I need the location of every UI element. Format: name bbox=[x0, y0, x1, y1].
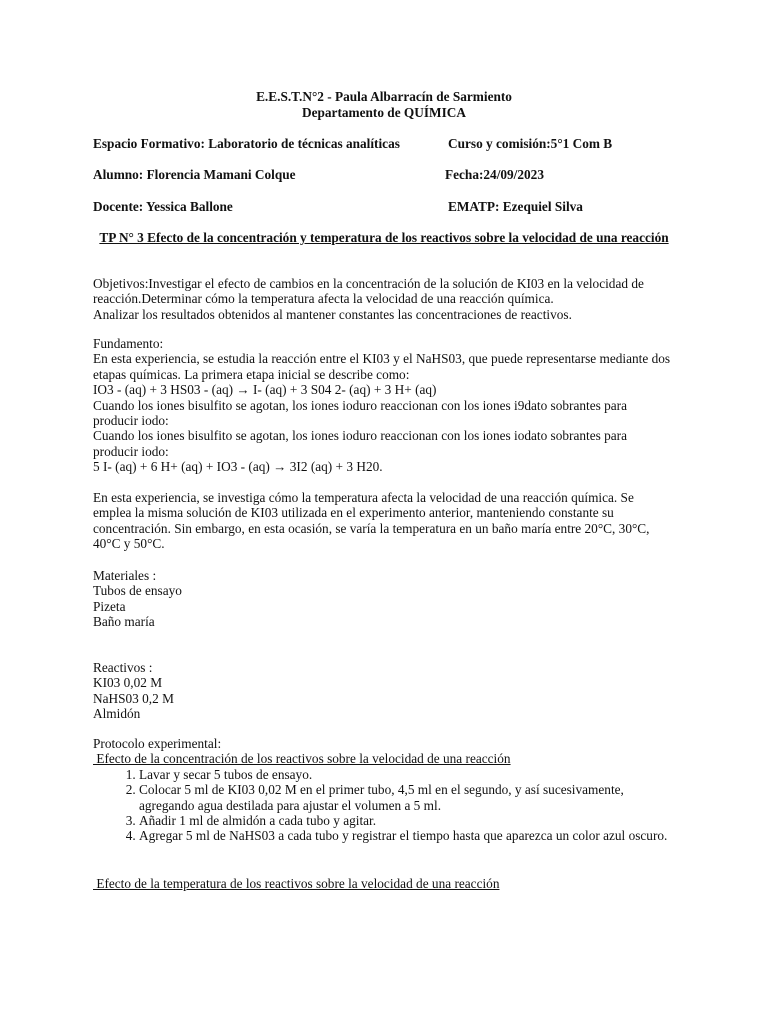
reactivos-item: KI03 0,02 M bbox=[93, 675, 163, 691]
protocolo-section bbox=[93, 736, 675, 844]
school-name: E.E.S.T.N°2 - Paula Albarracín de Sarmiento bbox=[256, 89, 512, 104]
reactivos-item: Almidón bbox=[93, 706, 141, 722]
fundamento-section bbox=[93, 336, 675, 475]
materiales-section bbox=[93, 568, 675, 630]
reactivos-heading: Reactivos : bbox=[93, 660, 153, 675]
reaction-equation-1: IO3 - (aq) + 3 HS03 - (aq) → I- (aq) + 3 S04 2- (aq) + 3 H+ (aq) bbox=[93, 382, 437, 398]
docente: Docente: Yessica Ballone bbox=[93, 199, 233, 214]
alumno: Alumno: Florencia Mamani Colque bbox=[93, 167, 296, 182]
protocolo-steps bbox=[93, 767, 675, 844]
espacio-formativo: Espacio Formativo: Laboratorio de técnicas analíticas bbox=[93, 136, 400, 151]
ematp: EMATP: Ezequiel Silva bbox=[448, 199, 583, 214]
materiales-item: Tubos de ensayo bbox=[93, 583, 182, 599]
fundamento-line: Cuando los iones bisulfito se agotan, los iones ioduro reaccionan con los iones i9dato sobrantes para producir iodo: bbox=[93, 397, 627, 429]
reactivos-item: NaHS03 0,2 M bbox=[93, 690, 174, 706]
temperatura-paragraph: En esta experiencia, se investiga cómo la temperatura afecta la velocidad de una reacción química. Se emplea la misma solución de KI03 utilizada en el experimento anterior, manteniendo constante su concentración. Sin embargo, en esta ocasión, se varía la temperatura en un baño maría entre 20°C, 30°C, 40°C y 50°C. bbox=[93, 490, 650, 552]
materiales-item: Pizeta bbox=[93, 598, 126, 614]
objetivos-text: Objetivos:Investigar el efecto de cambios en la concentración de la solución de KI03 en la velocidad de reacción.Determinar cómo la temperatura afecta la velocidad de una reacción química. bbox=[93, 276, 644, 307]
protocolo-step: 1. Lavar y secar 5 tubos de ensayo. bbox=[139, 767, 675, 782]
protocolo-heading: Protocolo experimental: bbox=[93, 736, 222, 751]
fundamento-heading: Fundamento: bbox=[93, 336, 164, 351]
fundamento-line: En esta experiencia, se estudia la reacción entre el KI03 y el NaHS03, que puede representarse mediante dos etapas químicas. La primera etapa inicial se describe como: bbox=[93, 351, 671, 382]
fecha: Fecha:24/09/2023 bbox=[445, 167, 544, 182]
materiales-heading: Materiales : bbox=[93, 568, 157, 583]
protocolo-section2-heading: Efecto de la temperatura de los reactivos sobre la velocidad de una reacción bbox=[93, 876, 500, 891]
protocolo-step: 4. Agregar 5 ml de NaHS03 a cada tubo y registrar el tiempo hasta que aparezca un color azul oscuro. bbox=[139, 828, 675, 843]
reactivos-section bbox=[93, 660, 675, 722]
protocolo-step: 2. Colocar 5 ml de KI03 0,02 M en el primer tubo, 4,5 ml en el segundo, y así sucesivamente, agregando agua destilada para ajustar el volumen a 5 ml. bbox=[139, 782, 675, 813]
protocolo-step: 3. Añadir 1 ml de almidón a cada tubo y agitar. bbox=[139, 813, 675, 828]
curso-comision: Curso y comisión:5°1 Com B bbox=[448, 136, 613, 151]
materiales-item: Baño maría bbox=[93, 614, 155, 630]
fundamento-line: Cuando los iones bisulfito se agotan, los iones ioduro reaccionan con los iones iodato sobrantes para producir iodo: bbox=[93, 428, 627, 459]
protocolo-section1-heading: Efecto de la concentración de los reactivos sobre la velocidad de una reacción bbox=[93, 751, 511, 767]
reaction-equation-2: 5 I- (aq) + 6 H+ (aq) + IO3 - (aq) → 3I2 (aq) + 3 H20. bbox=[93, 459, 383, 475]
objetivos-section bbox=[93, 276, 675, 322]
objetivos-text-2: Analizar los resultados obtenidos al mantener constantes las concentraciones de reactivos. bbox=[93, 306, 572, 322]
department-name: Departamento de QUÍMICA bbox=[302, 105, 466, 120]
practice-title: TP N° 3 Efecto de la concentración y temperatura de los reactivos sobre la velocidad de una reacción bbox=[99, 230, 669, 245]
